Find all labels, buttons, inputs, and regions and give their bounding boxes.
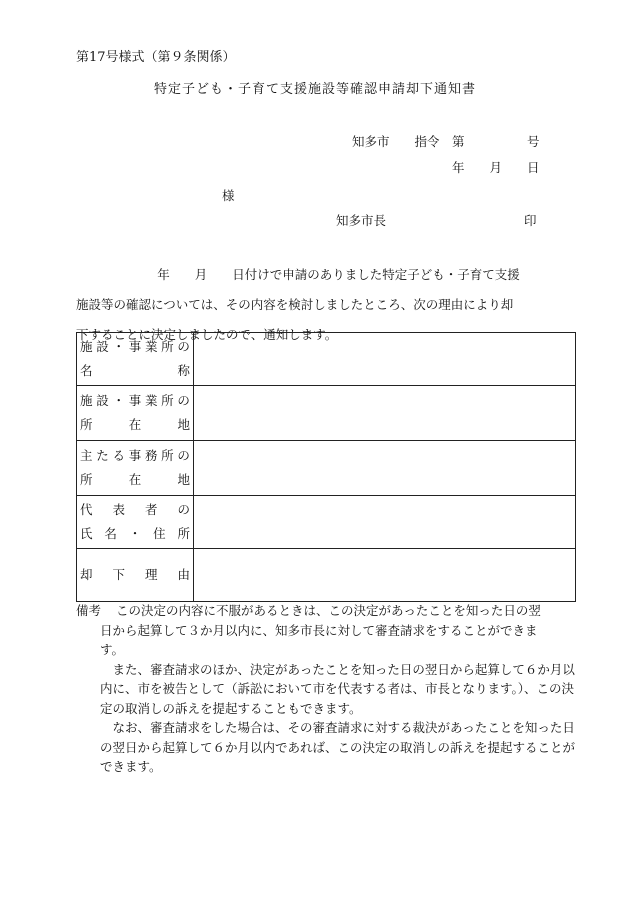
label-char: 事 [128, 339, 142, 354]
row-label [77, 386, 194, 441]
remarks-p1-rest: 日から起算して３か月以内に、知多市長に対して審査請求をすることができま す。 [100, 622, 538, 657]
label-char: 所 [80, 417, 93, 432]
table-row [77, 496, 576, 549]
remarks-p3: なお、審査請求をした場合は、その審査請求に対する裁決があったことを知った日の翌日から起算して６か月以内であれば、この決定の取消しの訴えを提起することができます。 [100, 720, 576, 774]
label-line [77, 522, 193, 546]
label-char: 名 [104, 526, 117, 541]
label-char: 代 [80, 502, 93, 517]
label-char: 地 [177, 472, 190, 487]
label-char: 住 [153, 526, 166, 541]
row-label [77, 549, 194, 602]
label-char: の [177, 393, 190, 408]
seal-mark: 印 [524, 213, 537, 228]
remarks-label: 備考 [76, 603, 102, 618]
document-title: 特定子ども・子育て支援施設等確認申請却下通知書 [153, 82, 476, 97]
label-line [77, 359, 193, 383]
row-value[interactable] [194, 386, 576, 441]
label-char: 所 [161, 339, 174, 354]
label-char: 所 [161, 393, 174, 408]
label-char: ・ [112, 393, 125, 408]
row-label [77, 333, 194, 386]
label-char: 由 [177, 567, 190, 582]
label-char: 者 [144, 502, 158, 517]
label-char: 下 [112, 567, 125, 582]
label-line [77, 413, 193, 437]
body-line-3: 下することに決定しましたので、通知します。 [76, 327, 338, 342]
label-char: 称 [177, 363, 190, 378]
label-char: 業 [144, 393, 158, 408]
issue-date: 年 月 日 [452, 160, 540, 175]
label-char: 設 [96, 339, 109, 354]
label-char: 氏 [80, 526, 93, 541]
table-row [77, 441, 576, 496]
body-line-1: 年 月 日付けで申請のありました特定子ども・子育て支援 [157, 267, 520, 282]
label-char: 所 [80, 472, 93, 487]
label-line [77, 563, 193, 587]
row-value[interactable] [194, 441, 576, 496]
label-char: 所 [177, 526, 190, 541]
table-row [77, 386, 576, 441]
form-number: 第17号様式（第９条関係） [76, 50, 236, 65]
label-char: ・ [112, 339, 125, 354]
remarks-section [76, 601, 582, 777]
label-line [77, 444, 193, 468]
label-char: 所 [161, 448, 174, 463]
addressee-suffix: 様 [222, 188, 235, 203]
remarks-p1-first: この決定の内容に不服があるときは、この決定があったことを知った日の翌 [116, 603, 541, 618]
label-char: の [177, 502, 190, 517]
row-value[interactable] [194, 549, 576, 602]
label-char: ・ [128, 526, 142, 541]
label-char: 事 [128, 393, 142, 408]
label-char: 却 [80, 567, 93, 582]
detail-table [76, 332, 576, 602]
label-char: 設 [96, 393, 109, 408]
label-char: の [177, 339, 190, 354]
label-char: る [112, 448, 125, 463]
label-char: 在 [128, 472, 142, 487]
table-row [77, 549, 576, 602]
label-line [77, 335, 193, 359]
label-char: 施 [80, 393, 93, 408]
label-char: 事 [128, 448, 142, 463]
body-line-2: 施設等の確認については、その内容を検討しましたところ、次の理由により却 [76, 297, 514, 312]
row-label [77, 441, 194, 496]
table-row [77, 333, 576, 386]
row-value[interactable] [194, 496, 576, 549]
label-char: た [96, 448, 109, 463]
label-char: の [177, 448, 190, 463]
remarks-p2: また、審査請求のほか、決定があったことを知った日の翌日から起算して６か月以内に、市を被告として（訴訟において市を代表する者は、市長となります。）、この決定の取消しの訴えを提起することもできます。 [100, 661, 575, 716]
mayor-name: 知多市長 [336, 213, 387, 228]
row-label [77, 496, 194, 549]
label-char: 施 [80, 339, 93, 354]
label-char: 名 [80, 363, 93, 378]
label-char: 地 [177, 417, 190, 432]
label-char: 務 [144, 448, 158, 463]
row-value[interactable] [194, 333, 576, 386]
label-line [77, 389, 193, 413]
label-line [77, 468, 193, 492]
label-char: 理 [144, 567, 158, 582]
directive-number: 知多市 指令 第 号 [352, 134, 540, 149]
label-char: 主 [80, 448, 93, 463]
label-char: 業 [144, 339, 158, 354]
label-char: 在 [128, 417, 142, 432]
label-char: 表 [112, 502, 125, 517]
label-line [77, 498, 193, 522]
